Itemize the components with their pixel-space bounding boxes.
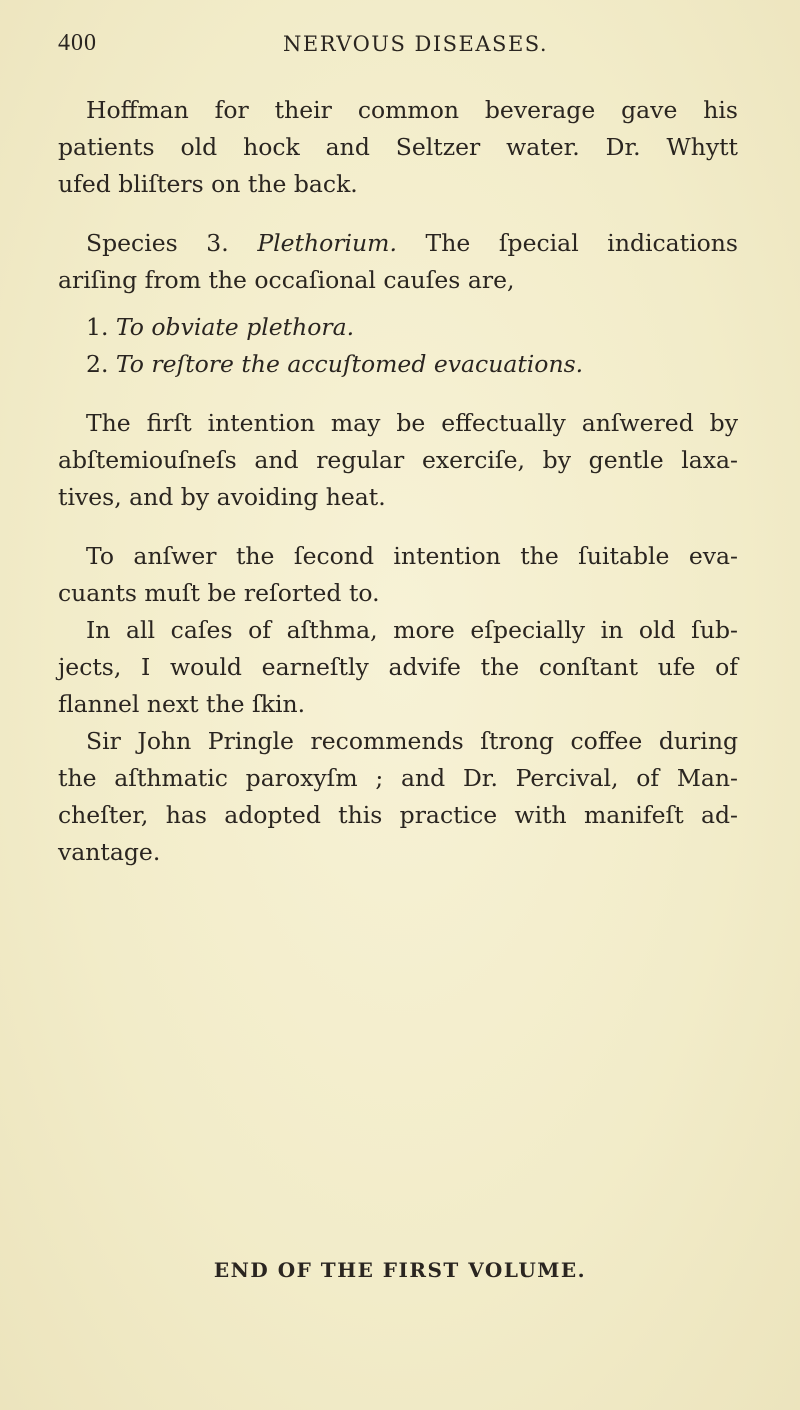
page-header [58,30,718,66]
indication-item [58,309,738,346]
indication-number: 1. [86,313,109,341]
species-number: Species 3. [86,229,229,257]
page-body [58,92,738,871]
indication-text: To reſtore the accuſtomed evacuations. [115,350,584,378]
text-line: abſtemiouſneſs and regular exerciſe, by gentle laxa- [58,446,738,474]
paragraph-asthma [58,612,738,723]
text-line: jects, I would earneſtly advife the conſtant ufe of [58,653,738,681]
text-line: ariſing from the occaſional cauſes are, [58,266,515,294]
text-line: the aſthmatic paroxyſm ; and Dr. Percival, of Man- [58,764,738,792]
paragraph-hoffman [58,92,738,203]
text-line: Hoffman for their common beverage gave his [86,96,738,124]
text-line: To anſwer the ſecond intention the ſuitable eva- [86,542,738,570]
text-line: The firſt intention may be effectually anſwered by [86,409,738,437]
indication-list [58,309,738,383]
text-line: tives, and by avoiding heat. [58,483,386,511]
indication-item [58,346,738,383]
indication-text: To obviate plethora. [115,313,355,341]
text-line: Sir John Pringle recommends ſtrong coffee during [86,727,738,755]
text-line: ufed bliſters on the back. [58,170,358,198]
indication-number: 2. [86,350,109,378]
text-line: cuants muſt be reſorted to. [58,579,380,607]
running-head: NERVOUS DISEASES. [283,32,549,56]
text-line: patients old hock and Seltzer water. Dr. Whytt [58,133,738,161]
paragraph-second-intention [58,538,738,612]
paragraph-pringle [58,723,738,871]
text-line: flannel next the ſkin. [58,690,306,718]
text-line: vantage. [58,838,161,866]
volume-end-notice: END OF THE FIRST VOLUME. [213,1258,587,1282]
species-text: The ſpecial indications [425,229,738,257]
species-heading-line [58,225,738,262]
page-number: 400 [58,30,97,56]
paragraph-first-intention [58,405,738,516]
text-line: cheſter, has adopted this practice with manifeſt ad- [58,801,738,829]
paragraph-species [58,225,738,299]
text-line: In all caſes of aſthma, more eſpecially in old ſub- [86,616,738,644]
species-name: Plethorium. [257,229,397,257]
